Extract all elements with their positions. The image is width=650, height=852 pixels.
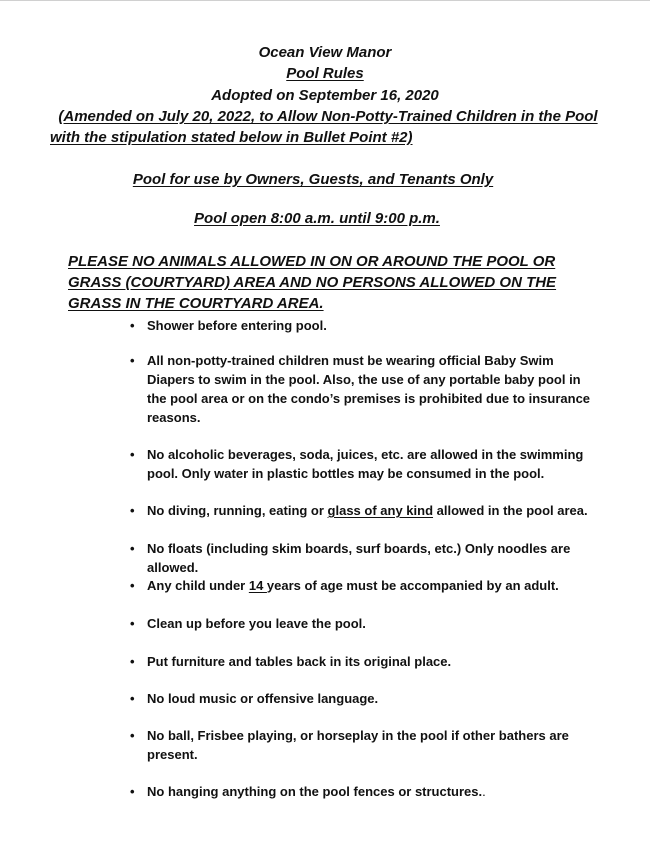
rule-text-part: Any child under <box>147 578 249 593</box>
bullet-icon: • <box>130 616 135 631</box>
bullet-icon: • <box>130 578 135 593</box>
amendment-line-2: with the stipulation stated below in Bullet Point #2) <box>50 129 413 146</box>
rule-item <box>130 576 600 595</box>
rule-item <box>130 501 600 520</box>
amendment-note <box>48 106 608 148</box>
rule-text: Shower before entering pool. <box>147 318 327 333</box>
hours-wrap <box>0 208 642 229</box>
rule-item <box>130 351 600 427</box>
rule-text: Clean up before you leave the pool. <box>147 616 366 631</box>
rule-text: All non-potty-trained children must be wearing official Baby Swim Diapers to swim in the pool. Also, the use of any portable baby pool in the pool area or on the condo’s premises is prohibited due to insurance reasons. <box>147 353 591 425</box>
rule-item <box>130 539 600 577</box>
rule-text-underlined: 14 <box>248 578 267 593</box>
bullet-icon: • <box>130 691 135 706</box>
rule-text <box>147 782 600 801</box>
bullet-icon: • <box>130 541 135 556</box>
trailing-period: . <box>482 784 486 799</box>
rule-text-part: No hanging anything on the pool fences or structures. <box>147 784 483 799</box>
doc-subtitle: Pool Rules <box>286 65 364 82</box>
bullet-icon: • <box>130 318 135 333</box>
rule-item <box>130 726 600 764</box>
rule-text: No floats (including skim boards, surf boards, etc.) Only noodles are allowed. <box>147 541 571 575</box>
rule-text: No ball, Frisbee playing, or horseplay in the pool if other bathers are present. <box>147 728 569 762</box>
doc-title: Ocean View Manor <box>258 44 392 61</box>
rule-text-part: allowed in the pool area. <box>433 503 588 518</box>
rule-item <box>130 652 600 671</box>
rule-item <box>130 316 600 335</box>
rule-text <box>147 576 600 595</box>
rule-text-part: No diving, running, eating or <box>147 503 328 518</box>
rule-item <box>130 445 600 483</box>
rule-text: No alcoholic beverages, soda, juices, etc. are allowed in the swimming pool. Only water in plastic bottles may be consumed in the pool. <box>147 447 584 481</box>
no-animals-warning: PLEASE NO ANIMALS ALLOWED IN ON OR AROUND THE POOL OR GRASS (COURTYARD) AREA AND NO PERSONS ALLOWED ON THE GRASS IN THE COURTYARD AREA. <box>68 253 557 312</box>
bullet-icon: • <box>130 654 135 669</box>
rule-item <box>130 782 600 801</box>
bullet-icon: • <box>130 784 135 799</box>
usage-line: Pool for use by Owners, Guests, and Tenants Only <box>132 171 494 188</box>
hours-line: Pool open 8:00 a.m. until 9:00 p.m. <box>194 210 440 227</box>
rule-text-underlined: glass of any kind <box>327 503 434 518</box>
rule-text <box>147 501 600 520</box>
bullet-icon: • <box>130 353 135 368</box>
bullet-icon: • <box>130 447 135 462</box>
bullet-icon: • <box>130 728 135 743</box>
adopted-date: Adopted on September 16, 2020 <box>211 87 439 104</box>
rule-text: No loud music or offensive language. <box>147 691 379 706</box>
amendment-line-1: (Amended on July 20, 2022, to Allow Non-Potty-Trained Children in the Pool <box>58 108 598 125</box>
rule-item <box>130 614 600 633</box>
usage-wrap <box>0 169 638 190</box>
rule-text-part: years of age must be accompanied by an adult. <box>266 578 559 593</box>
rule-text: Put furniture and tables back in its original place. <box>147 654 452 669</box>
doc-subtitle-wrap <box>0 63 650 84</box>
rule-item <box>130 689 600 708</box>
bullet-icon: • <box>130 503 135 518</box>
